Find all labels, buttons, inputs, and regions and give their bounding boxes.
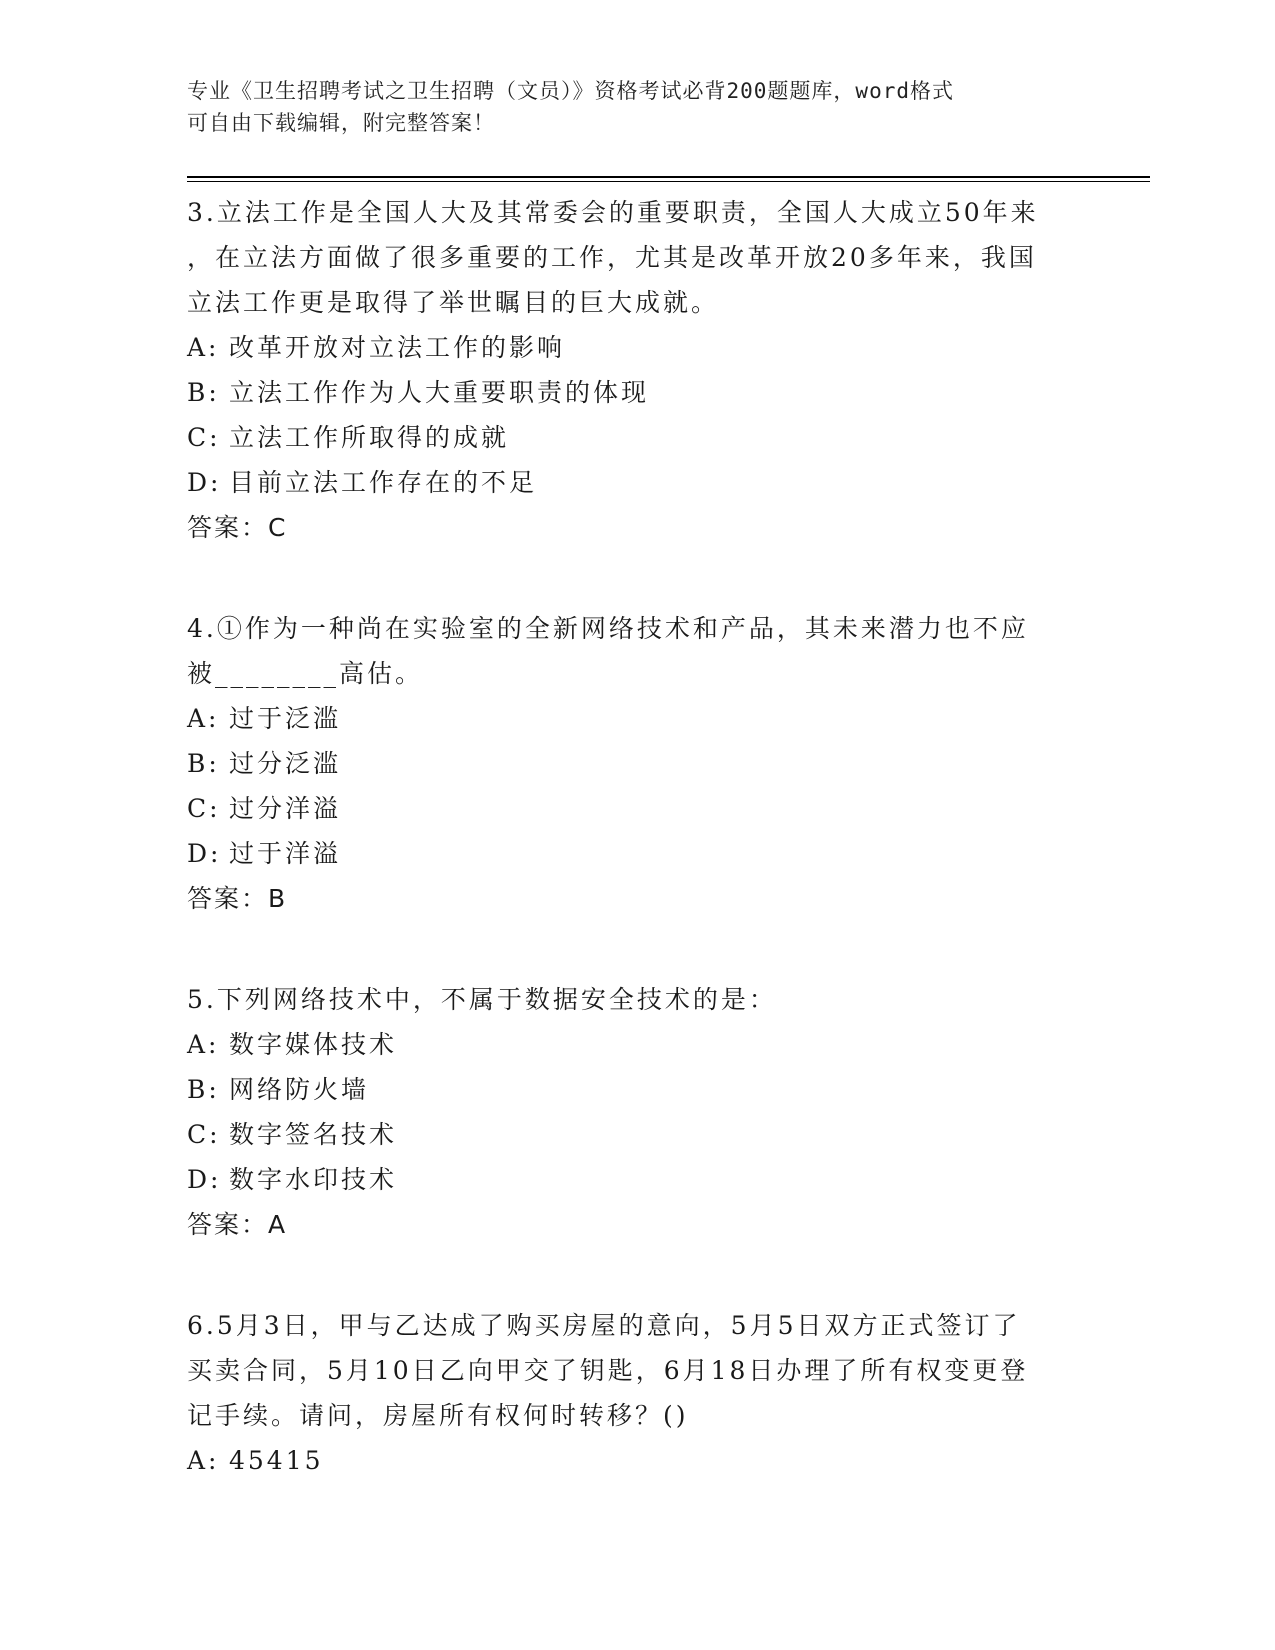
option-text: 数字水印技术: [229, 1165, 398, 1194]
option-label: B:: [187, 749, 220, 778]
stem-line: 记手续。请问，房屋所有权何时转移？(): [187, 1401, 689, 1430]
option-text: 改革开放对立法工作的影响: [229, 333, 566, 362]
stem-line: ，在立法方面做了很多重要的工作，尤其是改革开放20多年来，我国: [187, 243, 1037, 272]
option-label: D:: [187, 839, 222, 868]
option-a: [187, 1022, 1087, 1067]
option-text: 过分洋溢: [229, 794, 342, 823]
stem-line: 立法工作更是取得了举世瞩目的巨大成就。: [187, 288, 720, 317]
option-d: [187, 1157, 1087, 1202]
option-text: 过于泛滥: [229, 704, 342, 733]
question-stem: [187, 977, 1087, 1022]
option-label: D:: [187, 468, 222, 497]
question-4: [187, 606, 1087, 921]
option-d: [187, 831, 1087, 876]
header-divider-thin: [187, 181, 1150, 182]
option-label: C:: [187, 1120, 221, 1149]
option-c: [187, 1112, 1087, 1157]
option-text: 网络防火墙: [229, 1075, 370, 1104]
stem-line: 4.①作为一种尚在实验室的全新网络技术和产品，其未来潜力也不应: [187, 614, 1029, 643]
header-divider: [187, 176, 1150, 178]
question-list: [187, 190, 1087, 1539]
question-3: [187, 190, 1087, 550]
answer-line: 答案：B: [187, 884, 288, 913]
question-6: [187, 1303, 1087, 1483]
document-header: [187, 75, 1067, 139]
question-stem: [187, 1303, 1087, 1438]
option-c: [187, 786, 1087, 831]
option-d: [187, 460, 1087, 505]
option-label: B:: [187, 1075, 220, 1104]
option-a: [187, 325, 1087, 370]
option-text: 立法工作所取得的成就: [229, 423, 510, 452]
stem-line: 6.5月3日，甲与乙达成了购买房屋的意向，5月5日双方正式签订了: [187, 1311, 1021, 1340]
question-stem: [187, 606, 1087, 696]
stem-line: 5.下列网络技术中，不属于数据安全技术的是：: [187, 985, 777, 1014]
option-text: 立法工作作为人大重要职责的体现: [229, 378, 650, 407]
stem-line: 被________高估。: [187, 659, 424, 688]
stem-line: 3.立法工作是全国人大及其常委会的重要职责，全国人大成立50年来: [187, 198, 1039, 227]
option-label: C:: [187, 423, 221, 452]
option-label: A:: [187, 1030, 220, 1059]
option-text: 数字媒体技术: [229, 1030, 398, 1059]
option-text: 过分泛滥: [229, 749, 342, 778]
option-label: A:: [187, 333, 220, 362]
stem-line: 买卖合同，5月10日乙向甲交了钥匙，6月18日办理了所有权变更登: [187, 1356, 1029, 1385]
option-label: B:: [187, 378, 220, 407]
option-a: [187, 1438, 1087, 1483]
option-text: 数字签名技术: [229, 1120, 398, 1149]
option-label: D:: [187, 1165, 222, 1194]
option-b: [187, 741, 1087, 786]
answer-line: 答案：C: [187, 513, 288, 542]
question-5: [187, 977, 1087, 1247]
header-line-1: 专业《卫生招聘考试之卫生招聘（文员）》资格考试必背200题题库，word格式: [187, 79, 954, 103]
question-stem: [187, 190, 1087, 325]
option-a: [187, 696, 1087, 741]
option-label: A:: [187, 704, 220, 733]
option-b: [187, 1067, 1087, 1112]
option-text: 45415: [229, 1446, 324, 1475]
option-b: [187, 370, 1087, 415]
option-label: A:: [187, 1446, 220, 1475]
option-c: [187, 415, 1087, 460]
option-text: 目前立法工作存在的不足: [229, 468, 538, 497]
answer-line: 答案：A: [187, 1210, 288, 1239]
option-text: 过于洋溢: [229, 839, 342, 868]
header-line-2: 可自由下载编辑，附完整答案！: [187, 111, 495, 135]
option-label: C:: [187, 794, 221, 823]
